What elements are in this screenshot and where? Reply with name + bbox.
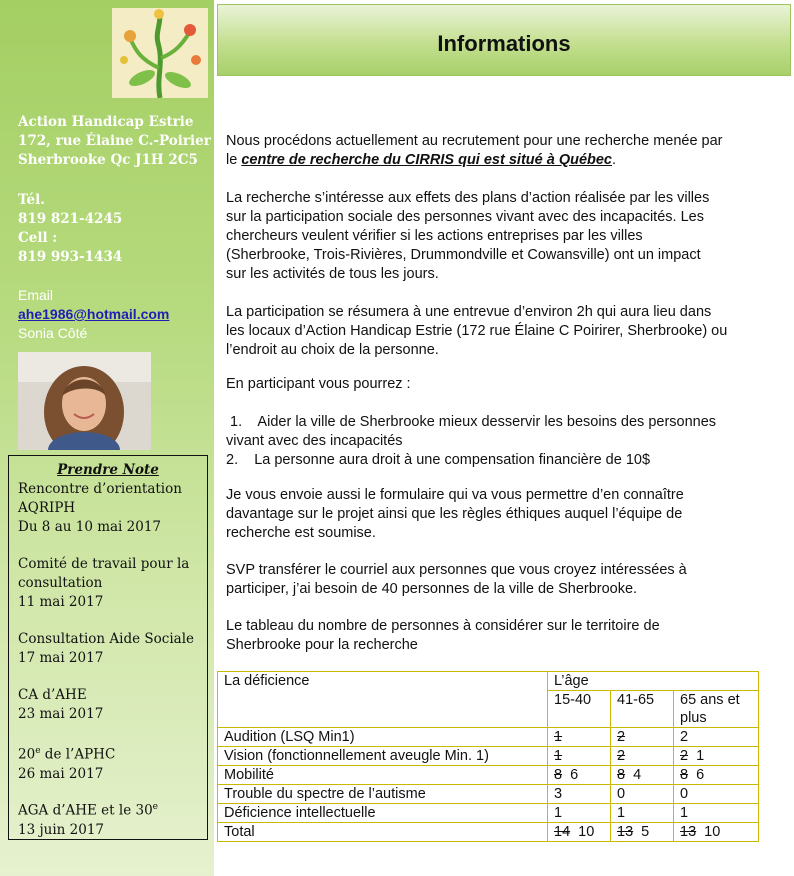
address-line1: 172, rue Élaine C.-Poirier bbox=[18, 133, 211, 149]
old-value: 8 bbox=[680, 767, 689, 783]
cell-number: 819 993-1434 bbox=[18, 249, 123, 265]
row-label: Total bbox=[218, 823, 548, 842]
row-value-c1 bbox=[548, 766, 611, 785]
row-value-c3 bbox=[674, 823, 759, 842]
contact-photo bbox=[18, 352, 151, 450]
note-line: 26 mai 2017 bbox=[18, 765, 104, 782]
old-value: 1 bbox=[554, 729, 563, 745]
new-value: 10 bbox=[704, 824, 721, 840]
note-line: 23 mai 2017 bbox=[18, 706, 104, 722]
new-value: 1 bbox=[617, 805, 626, 821]
header-age-65-plus: 65 ans et plus bbox=[674, 691, 759, 728]
note-line: CA d’AHE bbox=[18, 687, 87, 703]
note-line: 20e de l’APHC bbox=[18, 746, 116, 763]
cell-label: Cell : bbox=[18, 230, 58, 246]
email-label: Email bbox=[18, 287, 54, 303]
table-row bbox=[218, 785, 759, 804]
note-line: AQRIPH bbox=[18, 500, 76, 516]
new-value: 2 bbox=[680, 729, 689, 745]
contact-name: Sonia Côté bbox=[18, 325, 88, 341]
row-value-c3 bbox=[674, 747, 759, 766]
header-age: L’âge bbox=[548, 672, 759, 691]
old-value: 8 bbox=[554, 767, 563, 783]
notes-title: Prendre Note bbox=[57, 462, 159, 478]
old-value: 8 bbox=[617, 767, 626, 783]
header-age-41-65: 41-65 bbox=[611, 691, 674, 728]
paragraph-form: Je vous envoie aussi le formulaire qui va vous permettre d’en connaître davantage sur le projet ainsi que les règles éthiques auquel l’équipe de recherche est soumise. bbox=[226, 487, 684, 541]
new-value: 0 bbox=[680, 786, 689, 802]
cirris-link[interactable]: centre de recherche du CIRRIS qui est situé à Québec bbox=[241, 152, 612, 168]
row-label: Vision (fonctionnellement aveugle Min. 1) bbox=[218, 747, 548, 766]
email-block bbox=[18, 286, 169, 343]
paragraph-benefits-intro: En participant vous pourrez : bbox=[226, 376, 411, 392]
note-item bbox=[18, 742, 115, 784]
row-value-c1 bbox=[548, 747, 611, 766]
address-line2: Sherbrooke Qc J1H 2C5 bbox=[18, 152, 198, 168]
note-line: consultation bbox=[18, 575, 103, 591]
header-age-15-40: 15-40 bbox=[548, 691, 611, 728]
new-value: 10 bbox=[578, 824, 595, 840]
paragraph-forward: SVP transférer le courriel aux personnes que vous croyez intéressées à participer, j’ai besoin de 40 personnes de la ville de Sherbrooke. bbox=[226, 562, 687, 597]
paragraph-research: La recherche s’intéresse aux effets des plans d’action réalisée par les villes sur la participation sociale des personnes vivant avec des incapacités. Les chercheurs veulent vérifier si les actions entreprises par les villes (Sherbrooke, Trois-Rivières, Drummondville et Cowansville) ont un impact sur les activités de tous les jours. bbox=[226, 190, 710, 282]
page-title: Informations bbox=[437, 31, 571, 56]
row-label: Audition (LSQ Min1) bbox=[218, 728, 548, 747]
table-row bbox=[218, 728, 759, 747]
row-value-c1 bbox=[548, 823, 611, 842]
row-value-c2 bbox=[611, 747, 674, 766]
note-line: Consultation Aide Sociale bbox=[18, 631, 195, 647]
header-banner bbox=[217, 4, 791, 76]
logo-image bbox=[112, 8, 208, 98]
table-row bbox=[218, 823, 759, 842]
row-value-c1 bbox=[548, 728, 611, 747]
row-value-c1 bbox=[548, 804, 611, 823]
org-name: Action Handicap Estrie bbox=[18, 114, 194, 130]
row-value-c2 bbox=[611, 766, 674, 785]
sidebar bbox=[0, 0, 214, 876]
old-value: 2 bbox=[617, 729, 626, 745]
row-value-c3 bbox=[674, 766, 759, 785]
notes-box bbox=[8, 455, 208, 840]
old-value: 2 bbox=[680, 748, 689, 764]
email-link[interactable]: ahe1986@hotmail.com bbox=[18, 306, 170, 322]
contact-phones bbox=[18, 191, 122, 267]
note-line: 17 mai 2017 bbox=[18, 650, 104, 666]
benefit-list: 1. Aider la ville de Sherbrooke mieux desservir les besoins des personnes vivant avec des incapacités 2. La personne aura droit à une compensation financière de 10$ bbox=[226, 414, 717, 468]
new-value: 1 bbox=[696, 748, 705, 764]
table-row bbox=[218, 766, 759, 785]
note-line: 11 mai 2017 bbox=[18, 594, 104, 610]
note-item bbox=[18, 555, 189, 612]
row-value-c2 bbox=[611, 804, 674, 823]
old-value: 13 bbox=[617, 824, 634, 840]
row-value-c3 bbox=[674, 804, 759, 823]
paragraph-participation: La participation se résumera à une entrevue d’environ 2h qui aura lieu dans les locaux d’Action Handicap Estrie (172 rue Élaine C Poirirer, Sherbrooke) ou l’endroit au choix de la personne. bbox=[226, 304, 728, 358]
new-value: 6 bbox=[696, 767, 705, 783]
new-value: 6 bbox=[570, 767, 579, 783]
new-value: 3 bbox=[554, 786, 563, 802]
new-value: 1 bbox=[680, 805, 689, 821]
tel-number: 819 821-4245 bbox=[18, 211, 123, 227]
table-row bbox=[218, 804, 759, 823]
old-value: 14 bbox=[554, 824, 571, 840]
row-value-c3 bbox=[674, 785, 759, 804]
note-item bbox=[18, 798, 158, 840]
new-value: 0 bbox=[617, 786, 626, 802]
note-line: 13 juin 2017 bbox=[18, 821, 105, 838]
tel-label: Tél. bbox=[18, 192, 45, 208]
new-value: 5 bbox=[641, 824, 650, 840]
row-value-c2 bbox=[611, 728, 674, 747]
row-value-c2 bbox=[611, 823, 674, 842]
deficiency-table bbox=[217, 671, 759, 842]
organization-address bbox=[18, 113, 211, 170]
old-value: 13 bbox=[680, 824, 697, 840]
row-label: Trouble du spectre de l’autisme bbox=[218, 785, 548, 804]
note-line: AGA d’AHE et le 30e bbox=[18, 802, 158, 819]
row-label: Déficience intellectuelle bbox=[218, 804, 548, 823]
paragraph-table-intro: Le tableau du nombre de personnes à considérer sur le territoire de Sherbrooke pour la recherche bbox=[226, 618, 660, 653]
note-line: Rencontre d’orientation bbox=[18, 481, 182, 497]
header-deficiency: La déficience bbox=[218, 672, 548, 728]
row-value-c1 bbox=[548, 785, 611, 804]
note-line: Comité de travail pour la bbox=[18, 556, 190, 572]
new-value: 4 bbox=[633, 767, 642, 783]
table-row bbox=[218, 747, 759, 766]
note-line: Du 8 au 10 mai 2017 bbox=[18, 519, 162, 535]
note-item bbox=[18, 686, 103, 724]
paragraph-recruitment: Nous procédons actuellement au recrutement pour une recherche menée par le centre de recherche du CIRRIS qui est situé à Québec. bbox=[226, 133, 723, 168]
note-item bbox=[18, 480, 182, 537]
row-value-c2 bbox=[611, 785, 674, 804]
person-portrait-icon bbox=[18, 352, 151, 450]
row-label: Mobilité bbox=[218, 766, 548, 785]
note-item bbox=[18, 630, 194, 668]
new-value: 1 bbox=[554, 805, 563, 821]
old-value: 2 bbox=[617, 748, 626, 764]
flower-plant-icon bbox=[112, 8, 208, 98]
row-value-c3 bbox=[674, 728, 759, 747]
table-header-row bbox=[218, 672, 759, 691]
old-value: 1 bbox=[554, 748, 563, 764]
